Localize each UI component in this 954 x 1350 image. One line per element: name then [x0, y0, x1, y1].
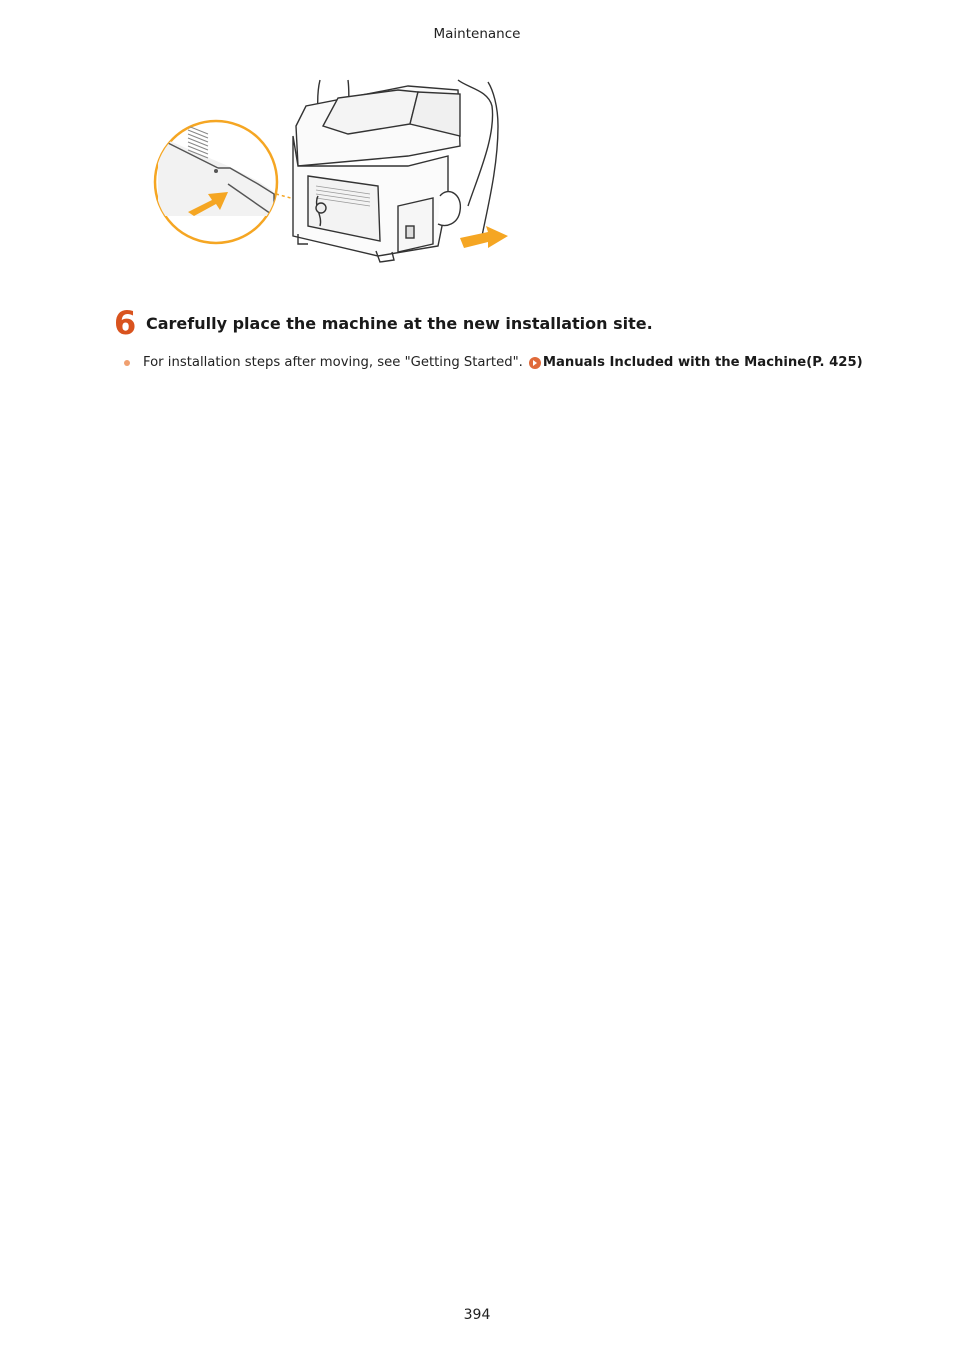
bullet-text: For installation steps after moving, see "Getting Started". — [143, 355, 523, 370]
section-title: Maintenance — [433, 26, 521, 42]
step-6 — [114, 305, 653, 341]
running-header — [0, 26, 954, 42]
step-number: 6 — [114, 304, 137, 342]
manuals-link[interactable]: Manuals Included with the Machine(P. 425) — [542, 355, 863, 370]
callout-detail — [155, 121, 278, 243]
bullet-item — [124, 355, 863, 370]
printer — [293, 80, 498, 262]
page-number: 394 — [463, 1307, 491, 1323]
step-title: Carefully place the machine at the new installation site. — [146, 313, 653, 333]
printer-placement-illustration — [148, 76, 518, 266]
arrow-circle-icon — [529, 357, 541, 369]
bullet-dot-icon — [124, 360, 130, 366]
page-footer — [0, 1307, 954, 1323]
